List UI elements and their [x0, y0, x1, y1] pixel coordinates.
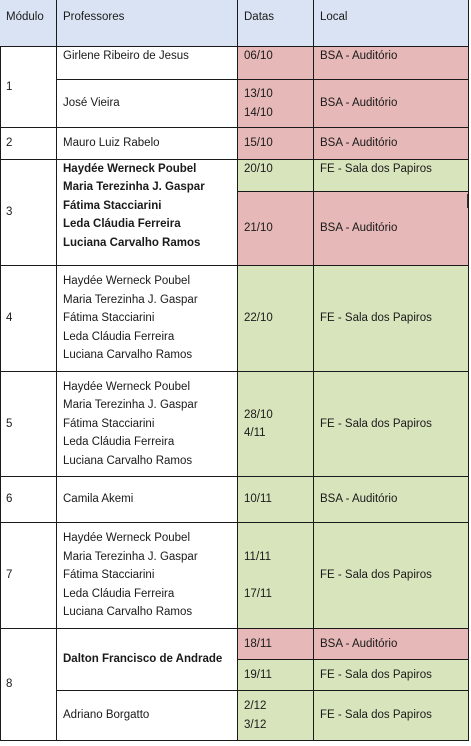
professores-cell	[57, 691, 238, 741]
datas-cell-text: 06/10	[244, 50, 273, 62]
datas-cell	[238, 372, 314, 477]
professores-cell	[57, 477, 238, 523]
datas-cell-text: 19/11	[244, 668, 272, 681]
professores-cell	[57, 629, 238, 691]
professores-cell-text: Mauro Luiz Rabelo	[63, 137, 160, 150]
professores-cell-text: Camila Akemi	[63, 493, 134, 506]
local-cell	[314, 660, 469, 691]
professores-cell-text: Luciana Carvalho Ramos	[63, 236, 201, 249]
datas-cell-text: 11/11	[244, 550, 272, 563]
modulo-cell	[0, 477, 57, 523]
local-cell	[314, 372, 469, 477]
datas-cell	[238, 523, 314, 629]
local-cell	[314, 128, 469, 160]
header-local-text: Local	[320, 11, 348, 23]
local-cell-text: FE - Sala dos Papiros	[320, 569, 432, 582]
header-datas-text: Datas	[244, 11, 275, 23]
modulo-cell	[0, 160, 57, 266]
datas-cell	[238, 192, 314, 266]
professores-cell	[57, 523, 238, 629]
local-cell-text: FE - Sala dos Papiros	[320, 163, 432, 175]
professores-cell-text: Luciana Carvalho Ramos	[63, 454, 193, 467]
modulo-cell-text: 1	[6, 80, 13, 93]
header-local	[314, 0, 469, 47]
datas-cell-text: 3/12	[244, 718, 267, 731]
professores-cell	[57, 160, 238, 266]
modulo-cell	[0, 629, 57, 741]
modulo-cell	[0, 266, 57, 372]
professores-cell-text: Adriano Borgatto	[63, 709, 150, 722]
datas-cell-text: 21/10	[244, 222, 273, 235]
professores-cell	[57, 266, 238, 372]
professores-cell-text: Dalton Francisco de Andrade	[63, 653, 223, 666]
local-cell-text: BSA - Auditório	[320, 493, 398, 506]
local-cell	[314, 80, 469, 128]
datas-cell-text: 20/10	[244, 163, 273, 175]
modulo-cell	[0, 523, 57, 629]
datas-cell-text: 13/10	[244, 88, 273, 101]
datas-cell-text: 17/11	[244, 587, 272, 600]
local-cell-text: FE - Sala dos Papiros	[320, 312, 432, 325]
local-cell-text: BSA - Auditório	[320, 222, 398, 235]
local-cell	[314, 192, 469, 266]
professores-cell-text: Leda Cláudia Ferreira	[63, 587, 175, 600]
professores-cell	[57, 47, 238, 80]
modulo-cell	[0, 372, 57, 477]
professores-cell-text: Haydée Werneck Poubel	[63, 275, 190, 288]
modulo-cell	[0, 47, 57, 128]
header-modulo-text: Módulo	[6, 11, 44, 23]
modulo-cell-text: 5	[6, 417, 13, 430]
datas-cell-text: 2/12	[244, 700, 267, 713]
datas-cell	[238, 629, 314, 660]
professores-cell-text: Luciana Carvalho Ramos	[63, 349, 193, 362]
professores-cell	[57, 80, 238, 128]
professores-cell-text: Maria Terezinha J. Gaspar	[63, 550, 198, 563]
local-cell	[314, 477, 469, 523]
datas-cell	[238, 160, 314, 192]
local-cell	[314, 629, 469, 660]
professores-cell-text: Haydée Werneck Poubel	[63, 532, 190, 545]
professores-cell-text: Haydée Werneck Poubel	[63, 380, 190, 393]
datas-cell-text	[244, 566, 307, 584]
professores-cell-text: José Vieira	[63, 97, 120, 110]
header-professores	[57, 0, 238, 47]
datas-cell-text: 28/10	[244, 408, 273, 421]
modulo-cell	[0, 128, 57, 160]
professores-cell-text: Fátima Stacciarini	[63, 199, 162, 212]
datas-cell	[238, 128, 314, 160]
local-cell-text: FE - Sala dos Papiros	[320, 668, 432, 681]
local-cell-text: BSA - Auditório	[320, 97, 398, 110]
datas-cell-text: 14/10	[244, 106, 273, 119]
professores-cell-text: Leda Cláudia Ferreira	[63, 436, 175, 449]
modulo-cell-text: 3	[6, 206, 13, 219]
local-cell-text: FE - Sala dos Papiros	[320, 417, 432, 430]
header-professores-text: Professores	[63, 11, 125, 23]
professores-cell-text: Fátima Stacciarini	[63, 417, 155, 430]
professores-cell-text: Maria Terezinha J. Gaspar	[63, 293, 198, 306]
local-cell-text: BSA - Auditório	[320, 137, 398, 150]
header-datas	[238, 0, 314, 47]
local-cell	[314, 523, 469, 629]
professores-cell-text: Girlene Ribeiro de Jesus	[63, 50, 189, 62]
local-cell	[314, 266, 469, 372]
professores-cell-text: Maria Terezinha J. Gaspar	[63, 399, 198, 412]
local-cell-text: FE - Sala dos Papiros	[320, 709, 432, 722]
local-cell	[314, 47, 469, 80]
professores-cell	[57, 372, 238, 477]
datas-cell	[238, 47, 314, 80]
modulo-cell-text: 6	[6, 493, 13, 506]
modulo-cell-text: 7	[6, 569, 13, 582]
professores-cell-text: Haydée Werneck Poubel	[63, 163, 197, 175]
professores-cell-text: Fátima Stacciarini	[63, 312, 155, 325]
modulo-cell-text: 8	[6, 678, 13, 691]
professores-cell-text: Luciana Carvalho Ramos	[63, 606, 193, 619]
professores-cell-text: Maria Terezinha J. Gaspar	[63, 181, 205, 194]
local-cell	[314, 160, 469, 192]
datas-cell-text: 15/10	[244, 137, 273, 150]
datas-cell-text: 4/11	[244, 427, 266, 439]
header-modulo	[0, 0, 57, 47]
datas-cell-text: 18/11	[244, 637, 272, 650]
datas-cell-text: 22/10	[244, 312, 273, 325]
local-cell-text: BSA - Auditório	[320, 637, 398, 650]
datas-cell	[238, 660, 314, 691]
modulo-cell-text: 2	[6, 137, 13, 150]
local-cell	[314, 691, 469, 741]
professores-cell	[57, 128, 238, 160]
text-cursor	[467, 194, 468, 208]
datas-cell	[238, 691, 314, 741]
datas-cell	[238, 477, 314, 523]
datas-cell-text: 10/11	[244, 493, 272, 506]
datas-cell	[238, 80, 314, 128]
professores-cell-text: Fátima Stacciarini	[63, 569, 155, 582]
local-cell-text: BSA - Auditório	[320, 50, 398, 62]
datas-cell	[238, 266, 314, 372]
professores-cell-text: Leda Cláudia Ferreira	[63, 218, 181, 231]
modulo-cell-text: 4	[6, 312, 13, 325]
professores-cell-text: Leda Cláudia Ferreira	[63, 330, 175, 343]
